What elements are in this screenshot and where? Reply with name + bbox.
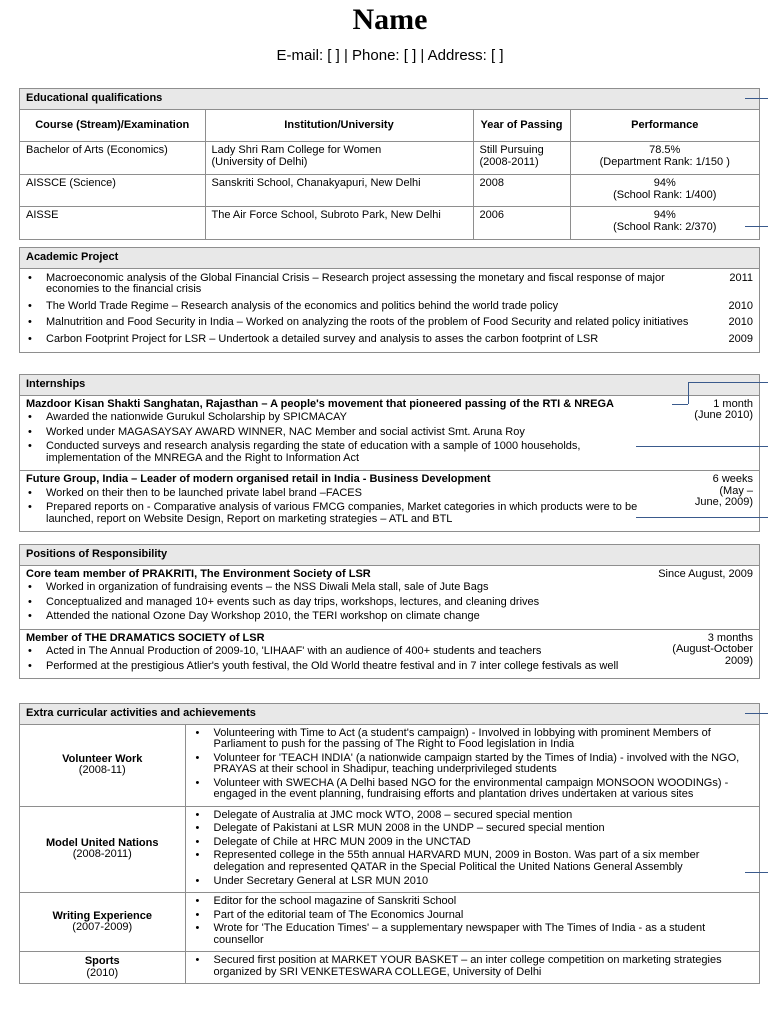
list-item: • Wrote for 'The Education Times' – a supplementary newspaper with The Times of India - as a student counsellor: [192, 923, 754, 946]
details-cell: [185, 952, 759, 984]
course-cell: AISSE: [20, 207, 205, 239]
list-item: • Malnutrition and Food Security in India – Worked on analyzing the roots of the problem of Food Security and related policy initiatives 2010: [20, 317, 759, 329]
annotation-line: [636, 446, 768, 447]
project-list: [20, 269, 759, 353]
details-cell: [185, 893, 759, 952]
category-cell: Writing Experience (2007-2009): [20, 893, 185, 952]
list-item: • Awarded the nationwide Gurukul Scholarship by SPICMACAY: [20, 412, 759, 424]
list-item: • Delegate of Pakistani at LSR MUN 2008 in the UNDP – secured special mention: [192, 823, 754, 835]
annotation-line: [745, 226, 768, 227]
table-row: [20, 806, 759, 892]
section-heading: Extra curricular activities and achievements: [20, 704, 759, 725]
list-item: • Conceptualized and managed 10+ events such as day trips, workshops, lectures, and cleaning drives: [20, 597, 759, 609]
table-row: [20, 207, 759, 239]
positions-section: [19, 544, 760, 679]
year-cell: Still Pursuing (2008-2011): [473, 142, 570, 175]
list-item: • Represented college in the 55th annual HARVARD MUN, 2009 in Boston. Was part of a six member delegation and represented QATAR in the Special Political the United Nations General Assembly: [192, 850, 754, 873]
list-item: • Worked under MAGASAYSAY AWARD WINNER, NAC Member and social activist Smt. Aruna Roy: [20, 427, 759, 439]
performance-cell: 78.5% (Department Rank: 1/150 ): [570, 142, 759, 175]
entry-heading: Member of THE DRAMATICS SOCIETY of LSR: [26, 631, 265, 644]
entry-heading: Mazdoor Kisan Shakti Sanghatan, Rajasthan – A people's movement that pioneered passing of the RTI & NREGA: [26, 397, 614, 410]
entry-duration: 6 weeks (May – June, 2009): [694, 473, 753, 509]
column-header: Institution/University: [205, 110, 473, 142]
list-item: • Macroeconomic analysis of the Global Financial Crisis – Research project assessing the monetary and fiscal response of major economies to the financial crisis 2011: [20, 273, 759, 296]
internship-entry: [20, 396, 759, 471]
extracurricular-table: [20, 725, 759, 984]
list-item: • Performed at the prestigious Atlier's youth festival, the Old World theatre festival and in 7 inter college festivals as well: [20, 661, 759, 673]
table-row: [20, 175, 759, 207]
section-heading: Educational qualifications: [20, 89, 759, 110]
list-item: • Volunteer with SWECHA (A Delhi based NGO for the environmental campaign MONSOON WOODINGs) - engaged in the event planning, fundraising efforts and plantation drives undertaken at various sites: [192, 778, 754, 801]
education-section: [19, 88, 760, 240]
list-item: • Attended the national Ozone Day Workshop 2010, the TERI workshop on climate change: [20, 611, 759, 623]
annotation-line: [636, 517, 768, 518]
annotation-line: [745, 872, 768, 873]
institution-cell: The Air Force School, Subroto Park, New Delhi: [205, 207, 473, 239]
list-item: • Worked on their then to be launched private label brand –FACES: [20, 488, 759, 500]
table-row: [20, 952, 759, 984]
education-table: [20, 110, 759, 239]
list-item: • Volunteer for 'TEACH INDIA' (a nationwide campaign started by the Times of India) - involved with the NGO, PRAYAS at their school in Shadipur, teaching underprivileged students: [192, 753, 754, 776]
list-item: • Delegate of Chile at HRC MUN 2009 in the UNCTAD: [192, 837, 754, 849]
institution-cell: Lady Shri Ram College for Women (University of Delhi): [205, 142, 473, 175]
list-item: • Conducted surveys and research analysis regarding the state of education with a sample of 1000 households, implementation of the MNREGA and the Right to Information Act: [20, 441, 759, 464]
year-cell: 2008: [473, 175, 570, 207]
entry-heading: Future Group, India – Leader of modern organised retail in India - Business Development: [26, 473, 491, 486]
position-entry: [20, 629, 759, 679]
academic-project-section: [19, 247, 760, 353]
year-cell: 2006: [473, 207, 570, 239]
details-cell: [185, 806, 759, 892]
list-item: • Editor for the school magazine of Sanskriti School: [192, 896, 754, 908]
performance-cell: 94% (School Rank: 1/400): [570, 175, 759, 207]
details-cell: [185, 725, 759, 807]
column-header: Course (Stream)/Examination: [20, 110, 205, 142]
list-item: • Under Secretary General at LSR MUN 2010: [192, 876, 754, 888]
list-item: • Acted in The Annual Production of 2009-10, 'LIHAAF' with an audience of 400+ students and teachers: [20, 646, 759, 658]
annotation-line: [688, 382, 768, 383]
contact-line: E-mail: [ ] | Phone: [ ] | Address: [ ]: [276, 47, 504, 64]
institution-cell: Sanskriti School, Chanakyapuri, New Delhi: [205, 175, 473, 207]
entry-duration: Since August, 2009: [658, 567, 753, 580]
table-row: [20, 893, 759, 952]
list-item: • Worked in organization of fundraising events – the NSS Diwali Mela stall, sale of Jute Bags: [20, 582, 759, 594]
resume-name: Name: [352, 3, 428, 36]
list-item: • Secured first position at MARKET YOUR BASKET – an inter college competition on marketing strategies organized by SRI VENKETESWARA COLLEGE, University of Delhi: [192, 955, 754, 978]
list-item: • The World Trade Regime – Research analysis of the economics and politics behind the world trade policy 2010: [20, 301, 759, 313]
list-item: • Carbon Footprint Project for LSR – Undertook a detailed survey and analysis to asses the carbon footprint of LSR 2009: [20, 334, 759, 346]
column-header: Year of Passing: [473, 110, 570, 142]
section-heading: Academic Project: [20, 248, 759, 269]
entry-duration: 1 month (June 2010): [694, 397, 753, 422]
column-header: Performance: [570, 110, 759, 142]
annotation-line: [672, 404, 688, 405]
section-heading: Internships: [20, 375, 759, 396]
category-cell: Volunteer Work (2008-11): [20, 725, 185, 807]
entry-duration: 3 months (August-October 2009): [672, 631, 753, 667]
list-item: • Prepared reports on - Comparative analysis of various FMCG companies, Market categories in which products were to be launched, report on Website Design, Report on marketing strategies – ATL and BTL: [20, 502, 759, 525]
list-item: • Part of the editorial team of The Economics Journal: [192, 910, 754, 922]
category-cell: Sports (2010): [20, 952, 185, 984]
category-cell: Model United Nations (2008-2011): [20, 806, 185, 892]
entry-heading: Core team member of PRAKRITI, The Environment Society of LSR: [26, 567, 371, 580]
annotation-line: [745, 713, 768, 714]
list-item: • Delegate of Australia at JMC mock WTO, 2008 – secured special mention: [192, 810, 754, 822]
table-row: [20, 725, 759, 807]
internship-entry: [20, 470, 759, 531]
list-item: • Volunteering with Time to Act (a student's campaign) - Involved in lobbying with prominent Members of Parliament to push for the passing of The Right to Food legislation in India: [192, 728, 754, 751]
annotation-line: [745, 98, 768, 99]
internships-section: [19, 374, 760, 532]
section-heading: Positions of Responsibility: [20, 545, 759, 566]
course-cell: AISSCE (Science): [20, 175, 205, 207]
annotation-line: [688, 382, 689, 404]
table-row: [20, 142, 759, 175]
position-entry: [20, 566, 759, 629]
performance-cell: 94% (School Rank: 2/370): [570, 207, 759, 239]
extracurricular-section: [19, 703, 760, 984]
course-cell: Bachelor of Arts (Economics): [20, 142, 205, 175]
